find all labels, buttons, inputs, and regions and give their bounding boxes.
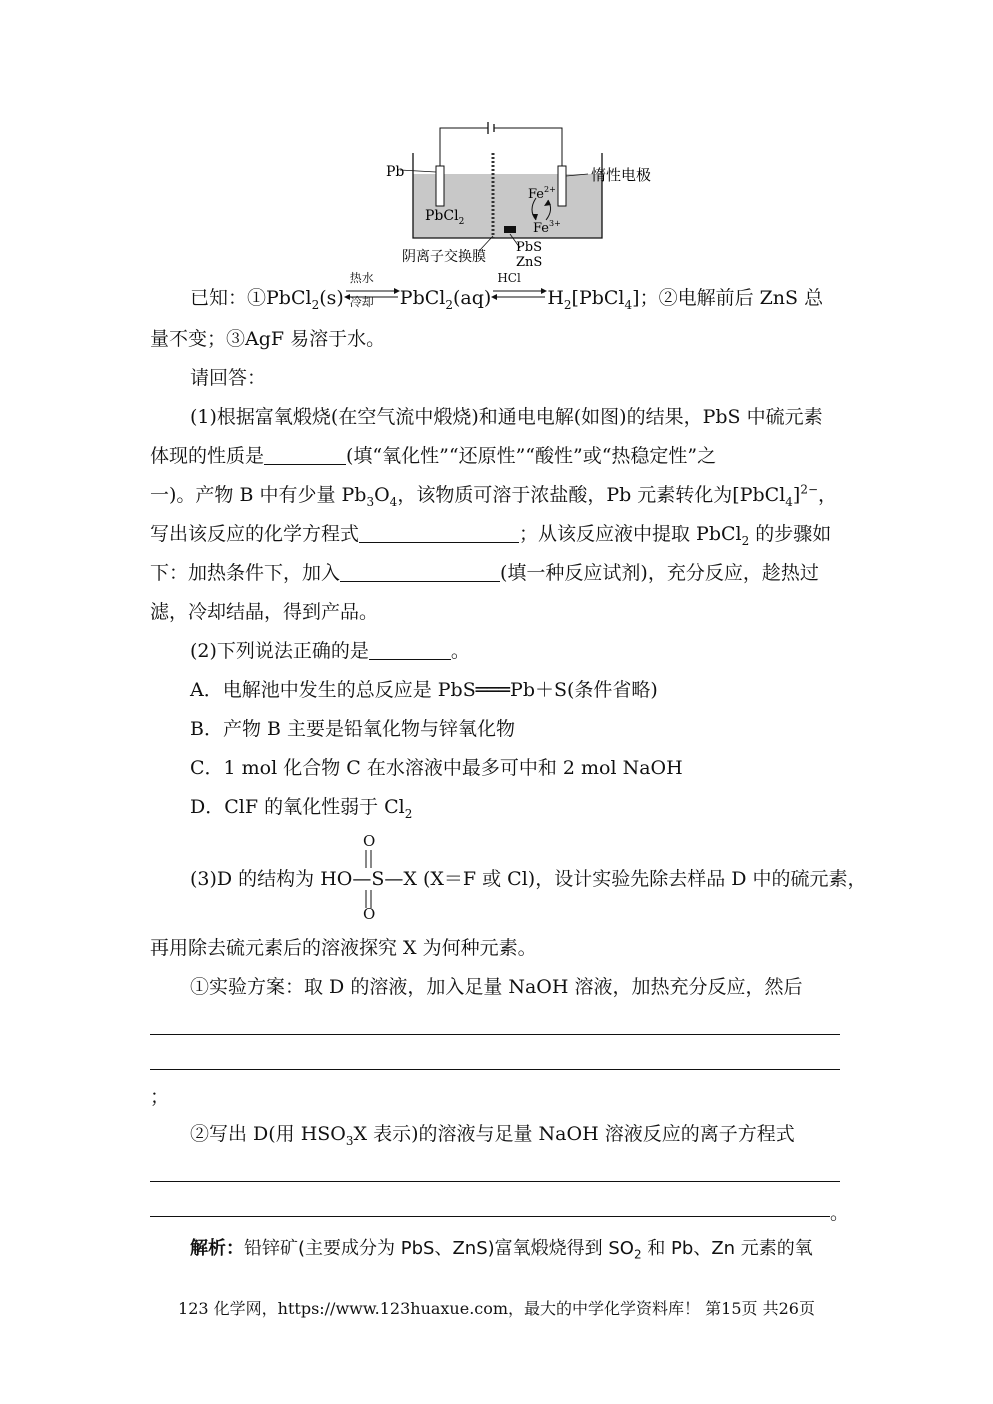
- q1-line-5: 下：加热条件下，加入 (填一种反应试剂)，充分反应，趁热过: [150, 562, 819, 584]
- answer-blank-1[interactable]: [264, 446, 346, 465]
- struct-o-bottom: O: [363, 905, 376, 923]
- struct-o-top: O: [363, 832, 376, 850]
- label-fe3: Fe: [533, 221, 550, 236]
- q1-line-6: 滤，冷却结晶，得到产品。: [150, 601, 379, 623]
- q2-option-a: A．电解池中发生的总反应是 PbS═══Pb＋S(条件省略): [190, 679, 658, 701]
- answer-line-1[interactable]: [150, 1034, 840, 1035]
- q1-line-2: 体现的性质是 (填“氧化性”“还原性”“酸性”或“热稳定性”之: [150, 445, 717, 467]
- label-pbs: PbS: [516, 240, 542, 255]
- q3-part-1: ①实验方案：取 D 的溶液，加入足量 NaOH 溶液，加热充分反应，然后: [190, 976, 803, 998]
- q2-option-c: C．1 mol 化合物 C 在水溶液中最多可中和 2 mol NaOH: [190, 757, 683, 779]
- period: 。: [830, 1202, 850, 1224]
- svg-text:Fe2+: $Fe^{2+}$: [528, 185, 556, 202]
- page-footer: 123 化学网，https://www.123huaxue.com，最大的中学化学资料库！ 第15页 共26页: [178, 1299, 815, 1318]
- reversible-arrow-1: 热水 冷却: [344, 284, 400, 310]
- answer-blank-3[interactable]: [340, 563, 500, 582]
- label-membrane: 阴离子交换膜: [402, 249, 486, 265]
- answer-line-2[interactable]: [150, 1069, 840, 1070]
- label-pb: Pb: [386, 164, 405, 180]
- q3-stem: (3)D 的结构为 HO—S—X (X＝F 或 Cl)，设计实验先除去样品 D 中的硫元素，: [190, 868, 867, 890]
- answer-line-4[interactable]: [150, 1216, 830, 1217]
- label-pbcl2: PbCl: [425, 208, 459, 224]
- q2-option-d: D．ClF 的氧化性弱于 $Cl_2$: [190, 796, 413, 821]
- known-line-2: 量不变；③AgF 易溶于水。: [150, 328, 386, 350]
- answer-blank-2[interactable]: [359, 524, 519, 543]
- svg-text:PbCl2: PbCl$_2$: [425, 208, 465, 227]
- q1-line-1: (1)根据富氧煅烧(在空气流中煅烧)和通电电解(如图)的结果，PbS 中硫元素: [190, 406, 823, 428]
- label-inert-electrode: 惰性电极: [591, 166, 652, 184]
- semicolon: ；: [150, 1086, 170, 1108]
- q1-line-3: 一)。产物 B 中有少量 $Pb_3O_4$，该物质可溶于浓盐酸，Pb 元素转化为[PbCl$_4$]$^{2-}$，: [150, 482, 838, 509]
- known-line-1: 已知：①PbCl$_2$(s) 热水 冷却 PbCl$_2$(aq) HCl $H_2[PbCl_4]$；②电解前后 ZnS 总: [190, 271, 824, 312]
- reversible-arrow-2: HCl: [491, 284, 547, 310]
- svg-text:Fe3+: $Fe^{3+}$: [533, 219, 561, 236]
- electrolysis-diagram: [370, 118, 670, 272]
- q1-line-4: 写出该反应的化学方程式 ；从该反应液中提取 PbCl$_2$ 的步骤如: [150, 523, 832, 548]
- label-fe2: Fe: [528, 187, 545, 202]
- analysis: 解析：铅锌矿(主要成分为 PbS、ZnS)富氧煅烧得到 $SO_2$ 和 Pb、Zn 元素的氧: [190, 1238, 813, 1262]
- please-answer: 请回答：: [190, 367, 267, 389]
- q2-stem: (2)下列说法正确的是 。: [190, 640, 470, 662]
- label-zns: ZnS: [516, 255, 543, 270]
- q3-line-2: 再用除去硫元素后的溶液探究 X 为何种元素。: [150, 937, 537, 959]
- answer-blank-4[interactable]: [369, 641, 451, 660]
- answer-line-3[interactable]: [150, 1181, 840, 1182]
- q3-part-2: ②写出 D(用 $HSO_3X$ 表示)的溶液与足量 NaOH 溶液反应的离子方程式: [190, 1123, 795, 1148]
- q2-option-b: B．产物 B 主要是铅氧化物与锌氧化物: [190, 718, 516, 740]
